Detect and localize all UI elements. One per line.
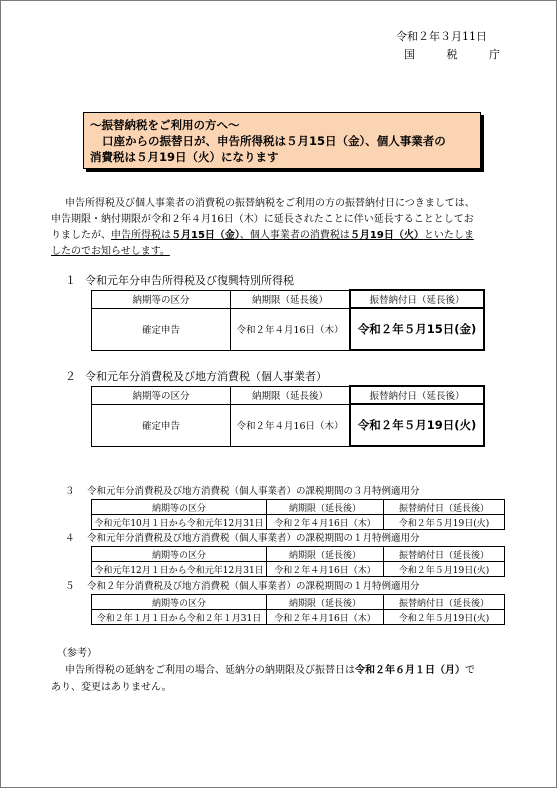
section-number: ３ xyxy=(65,486,75,497)
issue-date: 令和２年３月11日 xyxy=(396,30,487,43)
income-tax-date: ５月15日（金） xyxy=(171,230,240,241)
intro-text: 、個人事業者の消費税は xyxy=(239,230,350,241)
section-5-heading xyxy=(65,581,420,593)
col-header: 納期限（延長後） xyxy=(231,386,351,404)
section-4-table xyxy=(91,546,505,577)
banner-line-3: 消費税は５月19日（火）になります xyxy=(90,150,279,164)
table-cell: 令和２年４月16日（木） xyxy=(267,610,384,625)
table-cell: 確定申告 xyxy=(92,404,231,446)
col-header: 納期等の区分 xyxy=(92,547,267,562)
table-header-row xyxy=(92,595,505,610)
intro-line-4: したのでお知らせします。 xyxy=(51,246,170,257)
table-cell: 令和２年５月19日(火) xyxy=(384,610,505,625)
section-number: ４ xyxy=(65,533,75,544)
table-cell: 令和２年５月19日(火) xyxy=(384,515,505,530)
col-header: 納期限（延長後） xyxy=(231,290,351,308)
intro-underline-text xyxy=(111,230,474,241)
note-heading: （参考） xyxy=(57,648,97,659)
col-header: 振替納付日（延長後） xyxy=(384,547,505,562)
section-2-table xyxy=(91,385,485,447)
col-header: 納期限（延長後） xyxy=(267,547,384,562)
intro-paragraph xyxy=(51,196,505,260)
table-header-row xyxy=(92,547,505,562)
section-4-heading xyxy=(65,533,420,545)
col-header: 納期等の区分 xyxy=(92,386,231,404)
intro-line-3 xyxy=(51,228,505,244)
intro-line-1: 申告所得税及び個人事業者の消費税の振替納税をご利用の方の振替納付日につきましては、 xyxy=(65,198,475,209)
section-1-table xyxy=(91,289,485,351)
deferred-payment-date: 令和２年６月１日（月） xyxy=(355,665,465,676)
section-title: 令和２年分消費税及び地方消費税（個人事業者）の課税期間の１月特例適用分 xyxy=(87,581,420,592)
col-header: 納期等の区分 xyxy=(92,500,267,515)
banner-line-2: 口座からの振替日が、申告所得税は５月15日（金）、個人事業者の xyxy=(102,134,446,148)
col-header: 納期等の区分 xyxy=(92,290,231,308)
table-header-row xyxy=(92,386,485,404)
intro-text: りましたが、 xyxy=(51,230,111,241)
table-cell: 令和２年４月16日（木） xyxy=(231,404,351,446)
intro-text: 申告所得税は xyxy=(111,230,171,241)
banner-title: ～振替納税をご利用の方へ～ xyxy=(90,118,240,132)
section-3-table xyxy=(91,499,505,530)
transfer-date-cell: 令和２年５月19日(火) xyxy=(350,404,484,446)
section-1-heading xyxy=(65,274,294,288)
section-title: 令和元年分消費税及び地方消費税（個人事業者）の課税期間の１月特例適用分 xyxy=(87,533,420,544)
table-row xyxy=(92,515,505,530)
section-title: 令和元年分消費税及び地方消費税（個人事業者） xyxy=(85,370,327,383)
note-line-2: あり、変更はありません。 xyxy=(51,682,172,693)
reference-note xyxy=(51,645,475,696)
section-number: ２ xyxy=(65,370,76,383)
section-2-heading xyxy=(65,370,327,384)
section-number: ５ xyxy=(65,581,75,592)
table-cell: 確定申告 xyxy=(92,308,231,350)
col-header: 振替納付日（延長後） xyxy=(350,290,484,308)
note-text: 申告所得税の延納をご利用の場合、延納分の納期限及び振替日は xyxy=(65,665,355,676)
table-row xyxy=(92,404,485,446)
table-cell: 令和２年４月16日（木） xyxy=(267,515,384,530)
issuer-name: 国 税 庁 xyxy=(404,48,514,61)
table-cell: 令和２年５月19日(火) xyxy=(384,562,505,577)
table-row xyxy=(92,610,505,625)
section-5-table xyxy=(91,594,505,625)
note-text: で xyxy=(465,665,475,676)
col-header: 納期等の区分 xyxy=(92,595,267,610)
consumption-tax-date: ５月19日（火） xyxy=(349,230,424,241)
col-header: 振替納付日（延長後） xyxy=(384,500,505,515)
section-3-heading xyxy=(65,486,420,498)
table-header-row xyxy=(92,500,505,515)
section-number: １ xyxy=(65,274,76,287)
table-cell: 令和２年４月16日（木） xyxy=(231,308,351,350)
note-line-1 xyxy=(65,662,475,679)
col-header: 納期限（延長後） xyxy=(267,595,384,610)
col-header: 振替納付日（延長後） xyxy=(384,595,505,610)
table-row xyxy=(92,308,485,350)
section-title: 令和元年分申告所得税及び復興特別所得税 xyxy=(85,274,294,287)
table-cell: 令和元年10月１日から令和元年12月31日 xyxy=(92,515,267,530)
col-header: 振替納付日（延長後） xyxy=(350,386,484,404)
col-header: 納期限（延長後） xyxy=(267,500,384,515)
table-header-row xyxy=(92,290,485,308)
section-title: 令和元年分消費税及び地方消費税（個人事業者）の課税期間の３月特例適用分 xyxy=(87,486,420,497)
table-cell: 令和２年４月16日（木） xyxy=(267,562,384,577)
intro-text: といたしま xyxy=(423,230,474,241)
transfer-date-cell: 令和２年５月15日(金) xyxy=(350,308,484,350)
table-row xyxy=(92,562,505,577)
table-cell: 令和元年12月１日から令和元年12月31日 xyxy=(92,562,267,577)
intro-line-2: 申告期限・納付期限が令和２年４月16日（木）に延長されたことに伴い延長することとしてお xyxy=(51,214,474,225)
table-cell: 令和２年１月１日から令和２年１月31日 xyxy=(92,610,267,625)
notice-banner xyxy=(83,112,481,169)
